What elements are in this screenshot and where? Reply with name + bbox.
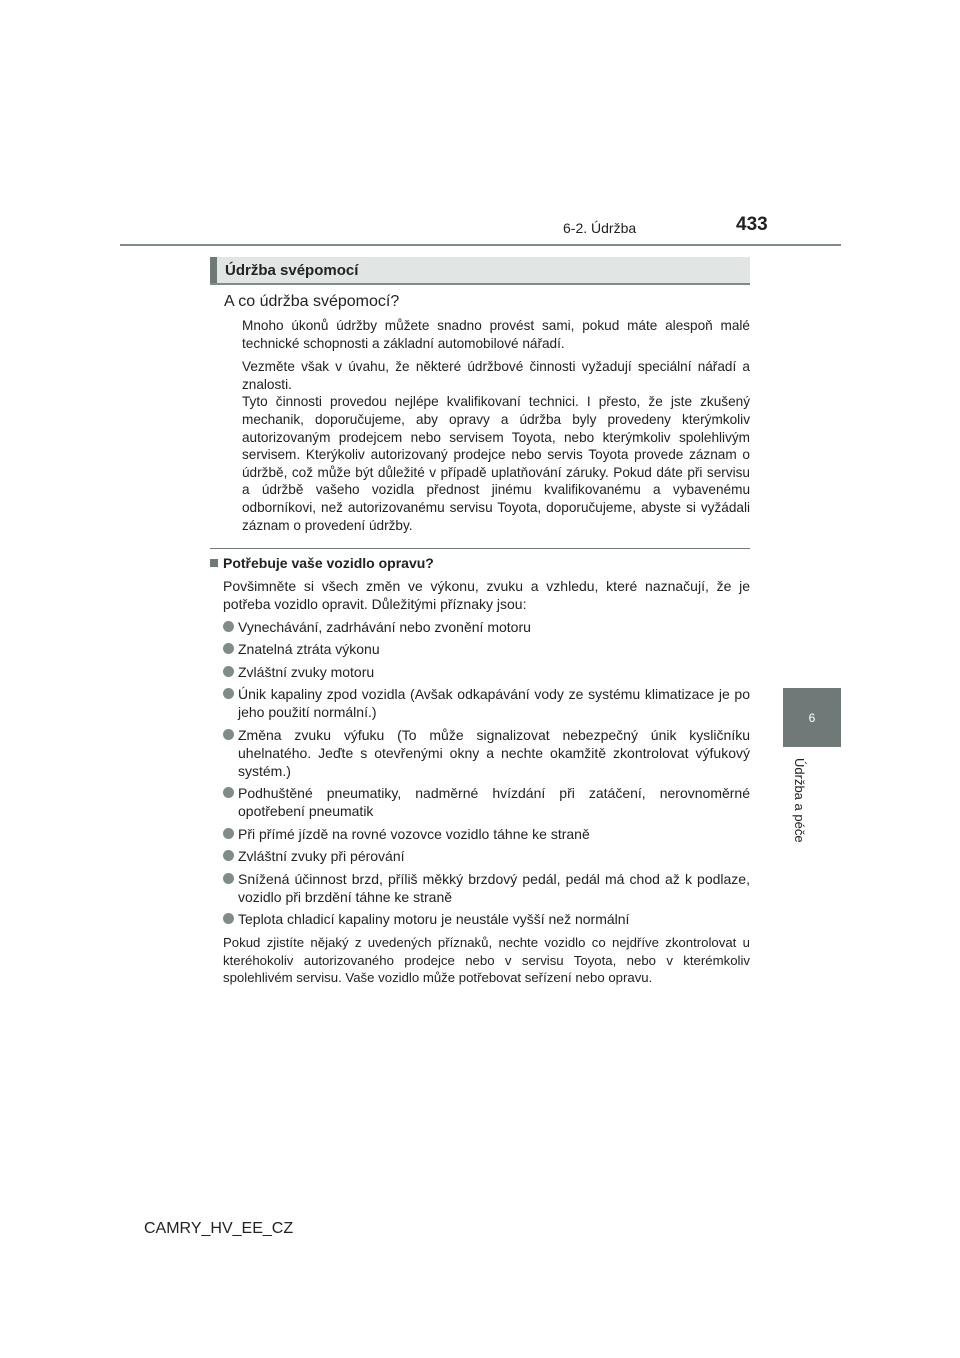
list-item-text: Změna zvuku výfuku (To může signalizovat nebezpečný únik kysličníku uhelnatého. Jeďte s otevřenými okny a nechte okamžitě zkontrolovat výfukový systém.) (238, 726, 750, 779)
section-paragraph-1: Mnoho úkonů údržby můžete snadno provést sami, pokud máte alespoň malé technické schopnosti a základní automobilové nářadí. (242, 318, 750, 351)
list-item (223, 847, 750, 865)
list-item-text: Vynechávání, zadrhávání nebo zvonění motoru (238, 618, 531, 635)
list-item (223, 870, 750, 906)
section-paragraph-2-line1: Vezměte však v úvahu, že některé údržbové činnosti vyžadují speciální nářadí a znalosti. (242, 359, 750, 392)
bullet-dot-icon (223, 828, 234, 839)
list-item-text: Snížená účinnost brzd, příliš měkký brzdový pedál, pedál má chod až k podlaze, vozidlo při brzdění táhne ke straně (238, 870, 750, 905)
repair-closing: Pokud zjistíte nějaký z uvedených příznaků, nechte vozidlo co nejdříve zkontrolovat u kteréhokoliv autorizovaného prodejce nebo v servisu Toyota, nebo v kterémkoliv spolehlivém servisu. Vaše vozidlo může potřebovat seřízení nebo opravu. (223, 935, 750, 986)
bullet-dot-icon (223, 729, 234, 740)
bullet-dot-icon (223, 873, 234, 884)
chapter-tab (783, 688, 841, 747)
list-item-text: Zvláštní zvuky motoru (238, 663, 375, 680)
page-number: 433 (736, 214, 768, 235)
list-item-text: Zvláštní zvuky při pérování (238, 848, 405, 864)
bullet-dot-icon (223, 688, 234, 699)
section-paragraph-2-line2: Tyto činnosti provedou nejlépe kvalifikovaní technici. I přesto, že jste zkušený mechanik, doporučujeme, aby opravy a údržba byly provedeny kterýmkoliv autorizovaným prodejcem nebo servisem Toyota, nebo kterýmkoliv spolehlivým servisem. Kterýkoliv autorizovaný prodejce nebo servis Toyota provede záznam o údržbě, což může být důležité v případě uplatňování záruky. Pokud dáte při servisu a údržbě vašeho vozidla přednost jinému kvalifikovanému a vybavenému odborníkovi, než autorizovanému servisu Toyota, doporučujeme, abyste si vyžádali záznam o provedení údržby. (242, 394, 750, 533)
bullet-dot-icon (223, 666, 234, 677)
bullet-dot-icon (223, 643, 234, 654)
symptom-list (223, 618, 750, 929)
bullet-dot-icon (223, 913, 234, 924)
section-bottom-rule (210, 548, 750, 549)
bullet-dot-icon (223, 787, 234, 798)
square-bullet-icon (210, 559, 218, 567)
footer-model-code: CAMRY_HV_EE_CZ (144, 1220, 294, 1237)
section-paragraph-2 (242, 358, 750, 534)
list-item (223, 663, 750, 681)
self-maintenance-section (210, 257, 750, 541)
list-item-text: Při přímé jízdě na rovné vozovce vozidlo táhne ke straně (238, 825, 590, 842)
bullet-dot-icon (223, 850, 234, 861)
list-item (223, 726, 750, 780)
list-item (223, 618, 750, 636)
header-section-title: 6-2. Údržba (563, 220, 637, 236)
chapter-number: 6 (808, 710, 816, 725)
section-heading-text: Údržba svépomocí (225, 261, 359, 279)
header-rule (120, 244, 841, 246)
repair-body (223, 577, 750, 987)
list-item-text: Únik kapaliny zpod vozidla (Avšak odkapávání vody ze systému klimatizace je po jeho použití normální.) (238, 686, 750, 720)
list-item (223, 910, 750, 928)
list-item (223, 825, 750, 843)
bullet-dot-icon (223, 621, 234, 632)
chapter-title-vertical: Údržba a péče (792, 758, 807, 843)
list-item-text: Podhuštěné pneumatiky, nadměrné hvízdání při zatáčení, nerovnoměrné opotřebení pneumatik (238, 785, 750, 819)
list-item (223, 640, 750, 658)
list-item-text: Teplota chladicí kapaliny motoru je neustále vyšší než normální (238, 911, 630, 927)
repair-intro: Povšimněte si všech změn ve výkonu, zvuku a vzhledu, které naznačují, že je potřeba vozidlo opravit. Důležitými příznaky jsou: (223, 578, 750, 612)
heading-bar (210, 257, 217, 283)
repair-heading (210, 555, 434, 571)
section-heading (210, 257, 750, 285)
section-question: A co údržba svépomocí? (224, 293, 400, 310)
list-item-text: Znatelná ztráta výkonu (238, 641, 380, 657)
repair-heading-text: Potřebuje vaše vozidlo opravu? (223, 555, 434, 571)
list-item (223, 685, 750, 721)
list-item (223, 784, 750, 820)
